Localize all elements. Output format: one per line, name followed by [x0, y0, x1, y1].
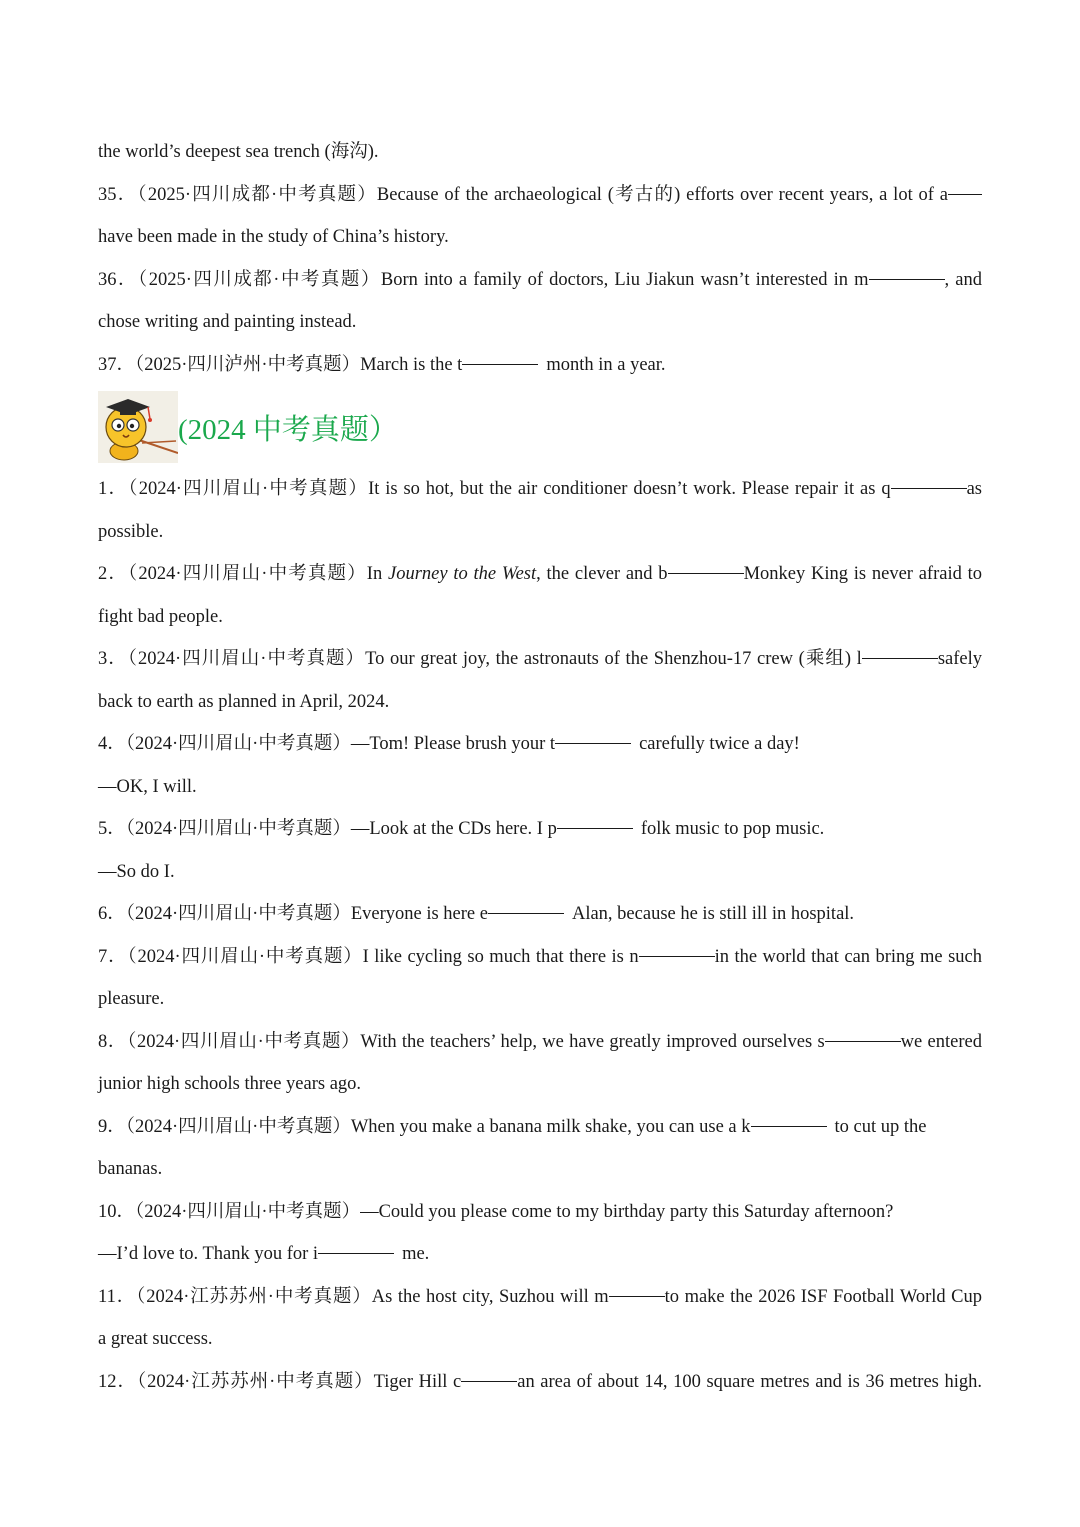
- question-text: 3．（2024·四川眉山·中考真题）To our great joy, the astronauts of the Shenzhou-17 crew (乘组) l: [98, 649, 862, 669]
- question-8-line-1: [98, 1021, 982, 1064]
- question-36-line-1: [98, 259, 982, 302]
- question-text-tail: we entered: [900, 1031, 982, 1052]
- section-header: [98, 386, 982, 468]
- question-text: —I’d love to. Thank you for i: [98, 1244, 319, 1264]
- question-37-line-1: [98, 344, 982, 387]
- answer-blank[interactable]: [488, 893, 564, 914]
- question-text: 11．（2024·江苏苏州·中考真题）As the host city, Suzhou will m: [98, 1286, 609, 1307]
- worksheet-page: [98, 131, 982, 1403]
- section-title: (2024 中考真题）: [178, 413, 398, 446]
- question-35-line-2: have been made in the study of China’s history.: [98, 227, 449, 247]
- question-7-line-1: [98, 936, 982, 979]
- answer-blank[interactable]: [555, 723, 631, 744]
- question-text: 7．（2024·四川眉山·中考真题）I like cycling so much that there is n: [98, 946, 639, 967]
- answer-blank[interactable]: [825, 1021, 901, 1042]
- answer-blank[interactable]: [869, 259, 945, 280]
- answer-blank[interactable]: [891, 468, 967, 489]
- answer-blank[interactable]: [318, 1233, 394, 1254]
- question-text: 5．（2024·四川眉山·中考真题）—Look at the CDs here. I p: [98, 819, 557, 839]
- continuation-line: the world’s deepest sea trench (海沟).: [98, 142, 379, 162]
- book-title: Journey to the West: [387, 564, 537, 584]
- question-3-line-2: back to earth as planned in April, 2024.: [98, 691, 390, 712]
- graduate-owl-mascot-icon: [98, 391, 178, 463]
- answer-blank[interactable]: [461, 1361, 517, 1382]
- question-36-line-2: chose writing and painting instead.: [98, 312, 357, 332]
- question-text: 35．（2025·四川成都·中考真题）Because of the archaeological (考古的) efforts over recent years, a lot of a: [98, 184, 948, 205]
- question-text-tail: carefully twice a day!: [639, 734, 800, 754]
- question-text: , the clever and b: [536, 564, 668, 584]
- question-text: 6．（2024·四川眉山·中考真题）Everyone is here e: [98, 904, 488, 924]
- question-6-line-1: [98, 893, 982, 936]
- question-8-line-2: junior high schools three years ago.: [98, 1074, 362, 1094]
- question-1-line-2: possible.: [98, 521, 164, 542]
- question-3-line-1: [98, 638, 982, 681]
- question-text-tail: , and: [944, 269, 982, 290]
- question-9-line-1: [98, 1106, 982, 1149]
- question-text: 8．（2024·四川眉山·中考真题）With the teachers’ help, we have greatly improved ourselves s: [98, 1031, 825, 1052]
- answer-blank[interactable]: [948, 174, 982, 195]
- answer-blank[interactable]: [609, 1276, 665, 1297]
- question-text: 12．（2024·江苏苏州·中考真题）Tiger Hill c: [98, 1371, 462, 1392]
- question-text-tail: as: [966, 479, 982, 499]
- question-text-tail: month in a year.: [546, 354, 666, 375]
- question-4-line-1: [98, 723, 982, 766]
- question-text-tail: Monkey King is never afraid to: [743, 564, 983, 584]
- question-text: 37．（2025·四川泸州·中考真题）March is the t: [98, 354, 463, 375]
- answer-blank[interactable]: [557, 808, 633, 829]
- question-text-tail: an area of about 14, 100 square metres and is 36 metres high.: [517, 1371, 982, 1392]
- question-9-line-2: bananas.: [98, 1159, 163, 1179]
- answer-blank[interactable]: [462, 344, 538, 365]
- question-10-line-1: 10．（2024·四川眉山·中考真题）—Could you please come to my birthday party this Saturday afternoon?: [98, 1201, 894, 1222]
- question-4-line-2: —OK, I will.: [98, 776, 197, 797]
- answer-blank[interactable]: [668, 553, 744, 574]
- question-text-tail: safely: [937, 649, 982, 669]
- question-35-line-1: [98, 174, 982, 217]
- question-2-line-1: [98, 553, 982, 596]
- question-text-tail: to cut up the: [834, 1116, 927, 1137]
- question-1-line-1: [98, 468, 982, 511]
- question-11-line-1: [98, 1276, 982, 1319]
- question-text: 36．（2025·四川成都·中考真题）Born into a family of doctors, Liu Jiakun wasn’t interested in m: [98, 269, 869, 290]
- question-text: 1．（2024·四川眉山·中考真题）It is so hot, but the air conditioner doesn’t work. Please repair it as q: [98, 479, 891, 499]
- question-5-line-1: [98, 808, 982, 851]
- question-10-line-2: [98, 1233, 982, 1276]
- question-text: 9．（2024·四川眉山·中考真题）When you make a banana milk shake, you can use a k: [98, 1116, 751, 1137]
- question-12-line-1: [98, 1361, 982, 1404]
- question-text: 4．（2024·四川眉山·中考真题）—Tom! Please brush your t: [98, 734, 556, 754]
- answer-blank[interactable]: [751, 1106, 827, 1127]
- question-text-tail: me.: [402, 1244, 430, 1264]
- question-text: 2．（2024·四川眉山·中考真题）In: [98, 564, 388, 584]
- question-7-line-2: pleasure.: [98, 989, 165, 1009]
- question-text-tail: to make the 2026 ISF Football World Cup: [664, 1286, 982, 1307]
- answer-blank[interactable]: [639, 936, 715, 957]
- question-text-tail: folk music to pop music.: [640, 819, 825, 839]
- question-2-line-2: fight bad people.: [98, 606, 223, 627]
- question-text-tail: in the world that can bring me such: [714, 946, 982, 967]
- question-text-tail: Alan, because he is still ill in hospital.: [571, 904, 855, 924]
- question-11-line-2: a great success.: [98, 1329, 213, 1349]
- answer-blank[interactable]: [862, 638, 938, 659]
- question-5-line-2: —So do I.: [98, 861, 175, 882]
